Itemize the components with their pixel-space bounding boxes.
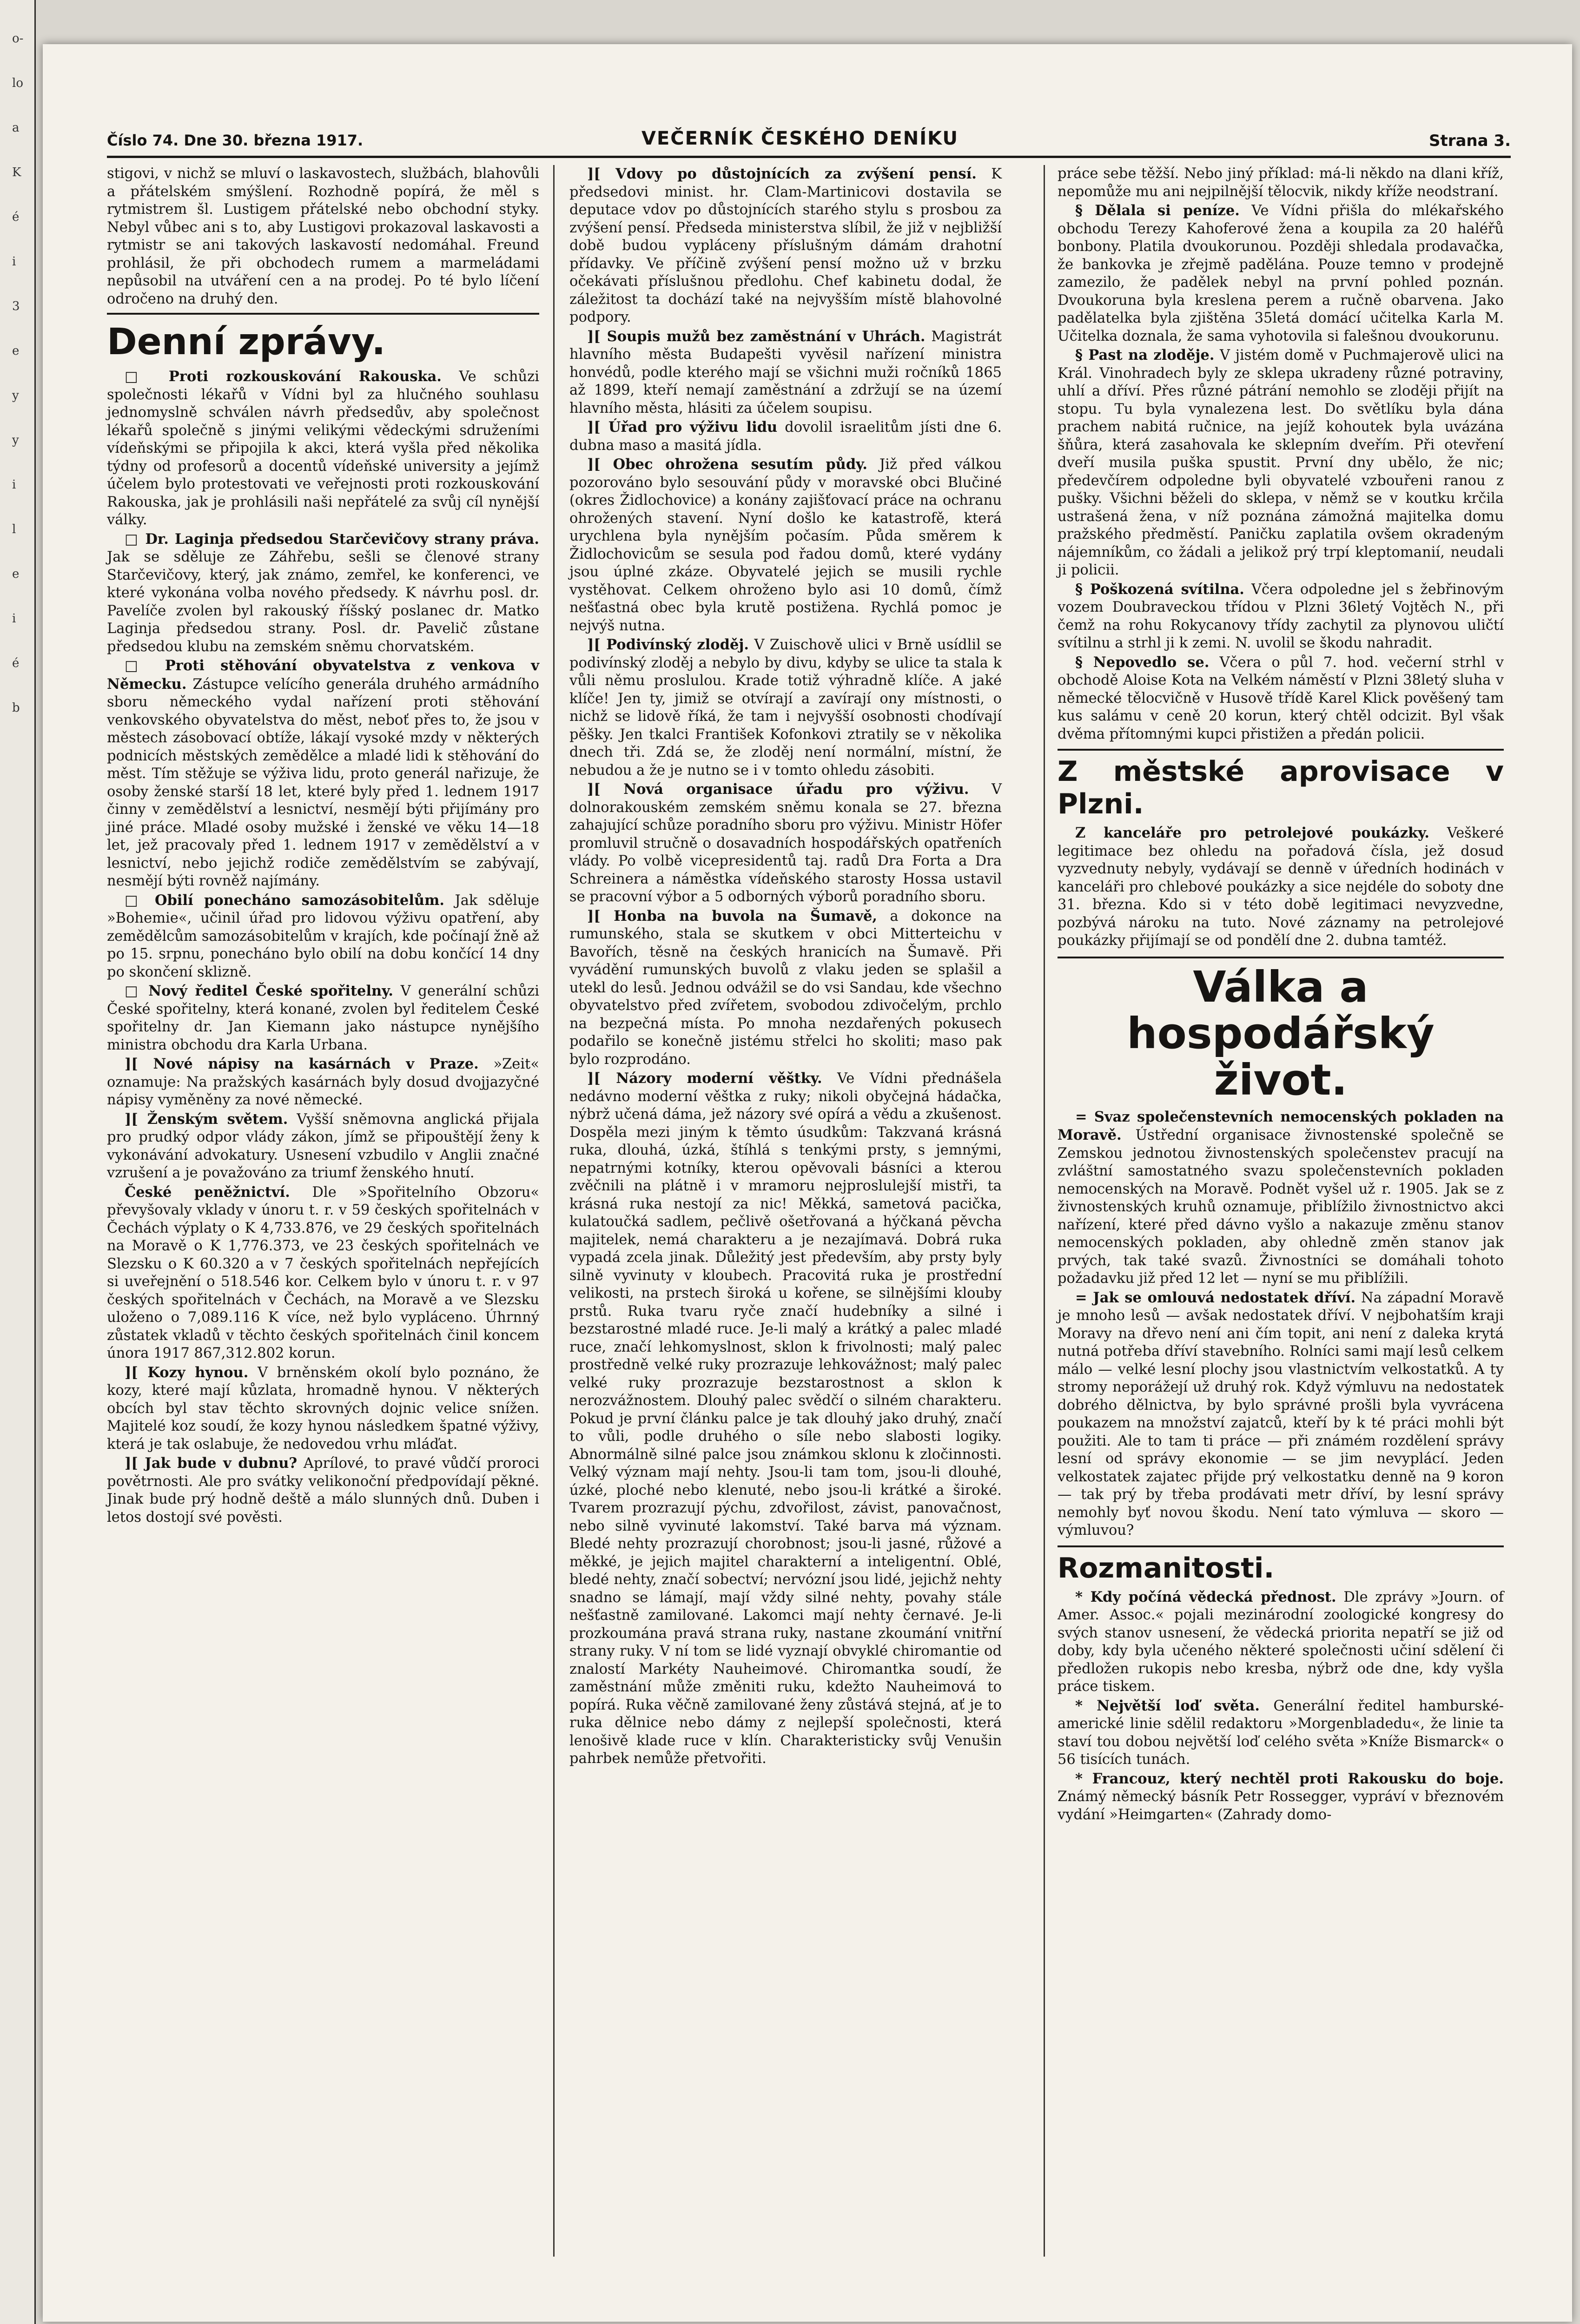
masthead bbox=[107, 128, 1511, 158]
article-body: Dle zprávy »Journ. of Amer. Assoc.« pojali mezinárodní zoologické kongresy do svých stanov usnesení, že vědecká priorita nepatří se již od doby, kdy byla učeného některé společnosti učiní sdělení či předložen rukopis nebo kresba, nýbrž ode dne, kdy vyšla práce tiskem. bbox=[1058, 1589, 1504, 1695]
edge-glyph: o- bbox=[12, 32, 24, 46]
article-headline: ][ Kozy hynou. bbox=[125, 1364, 249, 1381]
article bbox=[1058, 654, 1504, 744]
article-headline: ][ Podivínský zloděj. bbox=[587, 636, 749, 653]
article-headline: * Kdy počíná vědecká přednost. bbox=[1075, 1588, 1336, 1605]
article bbox=[107, 1055, 539, 1109]
article bbox=[1058, 824, 1504, 950]
article-body: Ústřední organisace živnostenské společně se Zemskou jednotou živnostenských společenstev pracují na zvláštní samostatného svazu společenstevních pokladen nemocenských na Moravě. Podnět vyšel už r. 1905. Jak se z živnostenských kruhů oznamuje, přiblížilo živnostnictvo akci nařízení, které před dávno vyšlo a nakazuje změnu stanov nemocenských pokladen, aby ohledně změn stanov jak prvých, tak také svazů. Živnostníci se domáhali tohoto požadavku již před 12 let — nyní se mu přiblížili. bbox=[1058, 1127, 1504, 1287]
article bbox=[107, 982, 539, 1054]
article-body: Známý německý básník Petr Rossegger, vypráví v březnovém vydání »Heimgarten« (Zahrady domo- bbox=[1058, 1789, 1504, 1823]
article-headline: § Dělala si peníze. bbox=[1075, 202, 1240, 219]
section-rule bbox=[107, 313, 539, 315]
newspaper-title: VEČERNÍK ČESKÉHO DENÍKU bbox=[641, 128, 959, 149]
article-body: Ve Vídni přednášela nedávno moderní věštka z ruky; nikoli obyčejná hádačka, nýbrž učená dáma, jež názory své opírá a vědu a zkušenost. Dospěla mezi jiným k těmto úsudkům: Takzvaná krásná ruka, dlouhá, úzká, štíhlá s tenkými prsty, s jemnými, nepatrnými kotníky, kterou opěvovali básníci a kterou zvěčnili na plátně i v mramoru nejproslulejší mistři, ta krásná ruka nestojí za nic! Měkká, sametová pacička, kulatoučká sadlem, pečlivě ošetřovaná a hýčkaná pěvcha majitelek, nemá charakteru a je nezajímavá. Dobrá ruka vypadá zcela jinak. Důležitý jest především, aby prsty byly silně vyvinuty v kloubech. Pracovitá ruka je prostřední velikosti, na prstech široká u kořene, se silnějšími klouby prstů. Ruka tvaru ryče značí hudebníky a silné i bezstarostné mladé ruce. Je-li malý a krátký a palec mladé ruce, značí lehkomyslnost, sklon k frivolnosti; malý palec prostředně velké ruky prozrazuje lehkovážnost; malý palec velké ruky prozrazuje bezstarostnost a sklon k nerozvážnostem. Dlouhý palec svědčí o silném charakteru. Pokud je první článku palce je tak dlouhý jako druhý, značí to vůli, podle druhého o síle nebo slabosti logiky. Abnormálně silné palce jsou známkou sklonu k zločinnosti. Velký význam mají nehty. Jsou-li tam tom, jsou-li dlouhé, úzké, ploché nebo klenuté, nebo jsou-li krátké a široké. Tvarem prozrazují pýchu, zdvořilost, závist, panovačnost, nebo silně vyvinuté lakomství. Také barva má význam. Bledé nehty prozrazují chorobnost; jsou-li jasné, růžové a měkké, je jejich majitel charakterní a inteligentní. Oblé, bledé nehty, značí sobectví; nervózní jsou lidé, jejichž nehty snadno se lámají, mají vždy silné nehty, povahy stále nešťastně zamilované. Lakomci mají nehty černavé. Je-li prozkoumána pravá strana ruky, nastane zkoumání vnitřní strany ruky. V ní tom se lidé vyznají obvyklé chiromantie od znalostí Markéty Nauheimové. Chiromantka soudí, že zaměstnání může změniti ruku, kdežto Nauheimová to popírá. Ruka věčně zamilované ženy zůstává stejná, ať je to ruka dělnice nebo dámy z nejlepší společnosti, která lenošivě klade ruce v klín. Charakteristicky svůj Venušin pahrbek nemůže přetvořiti. bbox=[569, 1070, 1002, 1767]
article-body: V brněnském okolí bylo poznáno, že kozy, které mají kůzlata, hromadně hynou. V některých obcích byl stav těchto skrovných dojnic velice snížen. Majitelé koz soudí, že kozy hynou následkem špatné výživy, která je tak oslabuje, že nedovedou vrhu mláďat. bbox=[107, 1364, 539, 1452]
edge-glyph: a bbox=[12, 121, 20, 135]
article-headline: □ Nový ředitel České spořitelny. bbox=[125, 983, 394, 999]
article-body: Jak se sděluje ze Záhřebu, sešli se členové strany Starčevičovy, který, jak známo, zemřel, ke konferenci, ve které vykonána volba nového předsedy. K návrhu posl. dr. Pavelíče zvolen byl rakouský říšský poslanec dr. Matko Laginja předsedou strany. Posl. dr. Pavelič zůstane předsedou klubu na zemském sněmu chorvatském. bbox=[107, 549, 539, 655]
article-body: Ve Vídni přišla do mlékařského obchodu Terezy Kahoferové žena a koupila za 20 haléřů bonbony. Platila dvoukorunou. Později shledala prodavačka, že bankovka je zřejmě padělána. Pouze temno v prodejně zamezilo, že padělek nebyl na první pohled poznán. Dvoukoruna byla kreslena perem a ručně obarvena. Jako padělatelka byla zjištěna 35letá domácí učitelka Karla M. Učitelka doznala, že sama vyhotovila si falešnou dvoukorunu. bbox=[1058, 203, 1504, 344]
article-body: Již před válkou pozorováno bylo sesouvání půdy v moravské obci Blučiné (okres Židlochovice) a konány zajišťovací práce na ochranu ohrožených stavení. Nyní došlo ke katastrofě, která urychlena byla nynějším počasím. Půda směrem k Židlochovicům se sesula pod řadou domů, které vydány jsou úplné zkáze. Obyvatelé jejich se musili rychle vystěhovat. Celkem ohroženo bylo asi 10 domů, čímž nešťastná obec byla krutě postižena. Rychlá pomoc je nejvýš nutna. bbox=[569, 456, 1002, 634]
article bbox=[107, 1454, 539, 1526]
section-title-valka-a-hospodarsky-zivot: Válka a hospodářský život. bbox=[1058, 957, 1504, 1103]
article bbox=[1058, 202, 1504, 345]
article-body: V dolnorakouském zemském sněmu konala se 27. března zahajující schůze poradního sboru pro výživu. Ministr Höfer promluvil stručně o dosavadních hospodářských opatřeních vlády. Po volbě vicepresidentů taj. radů Dra Forta a Dra Schreinera a náměstka vídeňského starosty Hossa ustavil se pracovní výbor a 5 odborných výborů poradního sboru. bbox=[569, 781, 1002, 905]
article-continuation: stigovi, v nichž se mluví o laskavostech, službách, blahovůli a přátelském smýšlení. Rozhodně popírá, že měl s rytmistrem šl. Lustigem přátelské nebo obchodní styky. Nebyl vůbec ani s to, aby Lustigovi prokazoval laskavosti a rytmistr se ani takových laskavostí nedomáhal. Freund prohlásil, že při obchodech rumem a marmeládami nepůsobil na utváření cen a na prodej. Po té bylo líčení odročeno na druhý den. bbox=[107, 165, 539, 307]
article-headline: * Největší loď světa. bbox=[1075, 1697, 1260, 1714]
edge-glyph: é bbox=[12, 210, 20, 224]
article bbox=[569, 418, 1002, 455]
article-headline: § Nepovedlo se. bbox=[1075, 654, 1210, 671]
article-body: Včera o půl 7. hod. večerní strhl v obchodě Aloise Kota na Velkém náměstí v Plzni 38letý sluha v německé tělocvičně v Husově třídě Karel Klick pověšený tam kus salámu v ceně 20 korun, který chtěl odcizit. Byl však dvěma přítomnými kupci přistižen a předán policii. bbox=[1058, 654, 1504, 742]
column-divider bbox=[553, 165, 555, 2257]
article-body: Dle »Spořitelního Obzoru« převyšovaly vklady v únoru t. r. v 59 českých spořitelnách v Čechách výplaty o K 4,733.876, ve 29 českých spořitelnách na Moravě o K 1,776.373, ve 23 českých spořitelnách ve Slezsku o K 60.320 a v 7 českých spořitelnách nepřejících si uveřejnění o 518.546 kor. Celkem bylo v únoru t. r. v 97 českých spořitelnách v Čechách, na Moravě a ve Slezsku uloženo o 7,089.116 K více, než bylo vypláceno. Úhrnný zůstatek vkladů v těchto českých spořitelnách činil koncem února 1917 867,312.802 korun. bbox=[107, 1184, 539, 1361]
article bbox=[107, 1364, 539, 1454]
article bbox=[1058, 1108, 1504, 1288]
article-headline: § Poškozená svítilna. bbox=[1075, 581, 1244, 598]
column-1 bbox=[107, 165, 539, 1527]
article-body: V jistém domě v Puchmajerově ulici na Král. Vinohradech byly ze sklepa ukradeny různé potraviny, uhlí a dříví. Přes různé pátrání nemohlo se zloději přijít na stopu. Tu byla vynalezena lest. Do světlíku byla dána prachem nabitá ručnice, na jejíž kohoutek byla uvázána šňůra, která zasahovala ke sklepním dveřím. Při otevření dveří musila puška spustit. První dny ubělo, že nic; předevčírem odpoledne byli obyvatelé vzbouřeni ranou z pušky. Všichni běželi do sklepa, v němž se v koutku krčila ustrašená žena, v níž poznána zámožná majitelka domu pražského předměstí. Paničku zaplatila ovšem okradeným nájemníkům, co žádali a jelikož prý trpí kleptomanií, neudali ji policii. bbox=[1058, 347, 1504, 578]
article-headline: ][ Vdovy po důstojnících za zvýšení pensí. bbox=[587, 165, 977, 182]
article bbox=[569, 456, 1002, 635]
article-headline: □ Proti rozkouskování Rakouska. bbox=[125, 368, 442, 385]
edge-glyph: l bbox=[12, 522, 16, 536]
article bbox=[1058, 1289, 1504, 1540]
article-body: Zástupce velícího generála druhého armádního sboru německého vydal nařízení proti stěhování venkovského obyvatelstva do měst, neboť přes to, že jsou v městech zásobovací obtíže, lákají vysoké mzdy v některých podnicích městských zemědělce a mladé lidi k stěhování do měst. Tím stěžuje se výživa lidu, proto generál nařizuje, že osoby ženské starší 18 let, které byly před 1. lednem 1917 činny v zemědělství a lesnictví, nesmějí býti přijímány pro jiné práce. Mladé osoby mužské i ženské ve věku 14—18 let, jež pracovaly před 1. lednem 1917 v zemědělství a v lesnictví, nebo jejichž rodiče zemědělstvím se zabývají, nesmějí býti rovněž najímány. bbox=[107, 676, 539, 889]
edge-glyph: é bbox=[12, 656, 20, 670]
article bbox=[569, 780, 1002, 906]
article bbox=[107, 657, 539, 891]
edge-glyph: b bbox=[12, 701, 20, 715]
article-headline: ][ Ženským světem. bbox=[125, 1110, 288, 1128]
article-headline: □ Dr. Laginja předsedou Starčevičovy strany práva. bbox=[125, 530, 539, 548]
page-number: Strana 3. bbox=[1428, 132, 1511, 150]
article-headline: ][ Jak bude v dubnu? bbox=[125, 1455, 297, 1472]
article bbox=[1058, 1697, 1504, 1769]
article-headline: □ Obilí ponecháno samozásobitelům. bbox=[125, 891, 444, 909]
edge-glyph: lo bbox=[12, 76, 23, 90]
article bbox=[569, 1070, 1002, 1768]
column-3 bbox=[1058, 165, 1504, 1825]
article-headline: = Svaz společenstevních nemocenských pokladen na Moravě. bbox=[1058, 1108, 1504, 1143]
article-headline: * Francouz, který nechtěl proti Rakousku do boje. bbox=[1075, 1770, 1504, 1787]
article-body: Magistrát hlavního města Budapešti vyvěsil nařízení ministra honvédů, podle kterého mají se všichni muži ročníků 1865 až 1899, kteří nemají zaměstnání a zdržují se na území hlavního města, hlásiti za účelem soupisu. bbox=[569, 328, 1002, 416]
article bbox=[569, 165, 1002, 327]
edge-glyph: y bbox=[12, 389, 19, 403]
article-headline: □ Proti stěhování obyvatelstva z venkova v Německu. bbox=[107, 657, 539, 693]
article-headline: = Jak se omlouvá nedostatek dříví. bbox=[1075, 1289, 1356, 1306]
section-title-denni-zpravy: Denní zprávy. bbox=[107, 321, 386, 363]
article-body: Na západní Moravě je mnoho lesů — avšak nedostatek dříví. V nejbohatším kraji Moravy na dřevo není ani čím topit, ani není z daleka krytá nutná potřeba dříví stavebního. Rolníci sami mají lesů celkem málo — velké lesní plochy jsou vlastnictvím velkostatků. A ty stromy neporážejí už druhý rok. Když výmluvu na nedostatek dobrého dělnictva, by bylo správné prošli byla vyvrácena poukazem na množství zajatců, kteří by k té práci mohli být použiti. Ale to tam ti práce — při známém rozdělení správy lesní od správy ekonomie — se jim nevyplácí. Jeden velkostatek zajatec přijde prý velkostatku denně na 9 koron — tak prý by třeba prodávati metr dříví, by lesní správy nemohly byť novou škodu. Není tato výmluva — skoro — výmluvou? bbox=[1058, 1289, 1504, 1538]
article-body: V generální schůzi České spořitelny, která konané, zvolen byl ředitelem České spořitelny dr. Jan Kiemann jako nástupce nynějšího ministra obchodu dra Karla Urbana. bbox=[107, 983, 539, 1053]
article bbox=[569, 328, 1002, 418]
article bbox=[107, 530, 539, 656]
section-title-aprovisace: Z městské aprovisace v Plzni. bbox=[1058, 749, 1504, 820]
article-body: V Zuischově ulici v Brně usídlil se podivínský zloděj a nebylo by divu, kdyby se ulice ta stala k vůli němu proslulou. Krade totiž výhradně klíče. A jaké klíče! Jen ty, jimiž se otvírají a zavírají ony místnosti, o nichž se lidově říká, že tam i nejvyšší osobnosti chodívají pěšky. Jen tkalci František Kofonkovi ztratily se v několika dnech tři. Zdá se, že zloděj není normální, místní, že nebudou a že je nutno se i v tomto ohledu zásobiti. bbox=[569, 637, 1002, 779]
edge-glyph: i bbox=[12, 478, 16, 492]
section-title-rozmanitosti: Rozmanitosti. bbox=[1058, 1545, 1504, 1585]
edge-glyph: e bbox=[12, 567, 20, 581]
article-body: »Zeit« oznamuje: Na pražských kasárnách byly dosud dvojjazyčné nápisy vyměněny za nové německé. bbox=[107, 1056, 539, 1108]
article-body: dovolil israelitům jísti dne 6. dubna maso a masitá jídla. bbox=[569, 419, 1002, 454]
article bbox=[1058, 1770, 1504, 1824]
article-body: K předsedovi minist. hr. Clam-Martinicovi dostavila se deputace vdov po důstojnících starého stylu s prosbou za zvýšení pensí. Předseda ministerstva slíbil, že již v nejbližší době budou vypláceny příslušným dámám drahotní přídavky. Ve příčině zvýšení pensí možno už v brzku očekávati příslušnou předlohu. Chef kabinetu dodal, že záležitost ta dochází také na nejvyšším místě blahovolné podpory. bbox=[569, 166, 1002, 325]
article bbox=[107, 891, 539, 982]
article-body: Vyšší sněmovna anglická přijala pro prudký odpor vlády zákon, jímž se připouštějí ženy k vykonávání advokatury. Usnesení vzbudilo v Anglii značné vzrušení a je považováno za triumf ženského hnutí. bbox=[107, 1111, 539, 1181]
edge-glyph: K bbox=[12, 165, 21, 179]
article bbox=[107, 1110, 539, 1182]
article-headline: ][ Obec ohrožena sesutím půdy. bbox=[587, 456, 868, 473]
edge-glyph: 3 bbox=[12, 299, 20, 313]
article-headline: Z kanceláře pro petrolejové poukázky. bbox=[1075, 825, 1429, 841]
article bbox=[1058, 581, 1504, 653]
edge-glyph: i bbox=[12, 612, 16, 626]
article-body: Veškeré legitimace bez ohledu na pořadová čísla, jež dosud vyzvednuty nebyly, vydávají se denně v úředních hodinách v kanceláři pro chlebové poukázky a sice nejdéle do soboty dne 31. března. Kdo si v této době legitimaci nevyzvedne, pozbývá nároku na tuto. Nové záznamy na petrolejové poukázky přijímají se od pondělí dne 2. dubna tamtéž. bbox=[1058, 825, 1504, 949]
article-body: Jak sděluje »Bohemie«, učinil úřad pro lidovou výživu opatření, aby zemědělcům samozásobitelům v krajích, kde počínají žně až po 15. srpnu, ponecháno bylo obilí na dobu končící 14 dny po skončení sklizně. bbox=[107, 892, 539, 980]
article bbox=[107, 1183, 539, 1363]
article-headline: ][ Nové nápisy na kasárnách v Praze. bbox=[125, 1056, 479, 1072]
article-headline: ][ Nová organisace úřadu pro výživu. bbox=[587, 781, 969, 798]
article bbox=[569, 907, 1002, 1069]
article-body: Generální ředitel hamburské-americké linie sdělil redaktoru »Morgenbladedu«, že linie ta staví tou dobou největší loď celého světa »Kníže Bismarck« o 56 tisících tunách. bbox=[1058, 1697, 1504, 1768]
article bbox=[107, 368, 539, 529]
article-body: a dokonce na rumunského, stala se skutkem v obci Mitterteichu v Bavořích, těsně na českých hranicích na Šumavě. Při vyvádění rumunských buvolů z vlaku jeden se splašil a utekl do lesů. Jednou odvážil se do vsi Sandau, kde všechno obyvatelstvo před zvířetem, svobodou zdivočelým, prchlo na bezpečná místa. Po mnoha nezdařených pokusech podařilo se konečně jistému střelci ho skoliti; maso pak bylo rozprodáno. bbox=[569, 908, 1002, 1068]
edge-glyph: y bbox=[12, 433, 19, 447]
article-headline: ][ Honba na buvola na Šumavě, bbox=[587, 907, 878, 924]
article-headline: ][ Soupis mužů bez zaměstnání v Uhrách. bbox=[587, 328, 926, 345]
edge-glyph: i bbox=[12, 255, 16, 269]
article-headline: České peněžnictví. bbox=[125, 1183, 290, 1201]
column-2 bbox=[569, 165, 1002, 1769]
column-divider bbox=[1044, 165, 1045, 2257]
article-body: Aprílové, to pravé vůdčí proroci povětrnosti. Ale pro svátky velikonoční předpovídají pěkné. Jinak bude prý hodně deště a málo slunných dnů. Duben i letos dostojí své pověsti. bbox=[107, 1455, 539, 1525]
article bbox=[1058, 346, 1504, 580]
article-headline: § Past na zloděje. bbox=[1075, 347, 1215, 363]
article-headline: ][ Názory moderní věštky. bbox=[587, 1070, 822, 1087]
article bbox=[1058, 1588, 1504, 1696]
article-body: Ve schůzi společnosti lékařů v Vídni byl za hlučného souhlasu jednomyslně schválen návrh předsedův, aby společnost lékařů společně s jinými velikými vědeckými sdruženími vídeňskými se připojila k akci, která vyšla před několika týdny od profesorů a docentů vídeňské university a jejímž účelem bylo protestovati ve veřejnosti proti rozkouskování Rakouska, jak je prohlásili naši nepřátelé za svůj cíl nynější války. bbox=[107, 369, 539, 528]
issue-date: Číslo 74. Dne 30. března 1917. bbox=[107, 132, 364, 149]
adjacent-page-edge bbox=[0, 0, 36, 2324]
article-headline: ][ Úřad pro výživu lidu bbox=[587, 419, 778, 436]
edge-glyph: e bbox=[12, 344, 20, 358]
article-body: Včera odpoledne jel s žebřinovým vozem Doubraveckou třídou v Plzni 36letý Vojtěch N., při čemž na rohu Rokycanovy třídy zachytil za plynovou uličtí svítilnu a strhl ji k zemi. N. uvolil se škodu nahradit. bbox=[1058, 581, 1504, 651]
article-continuation: práce sebe těžší. Nebo jiný příklad: má-li někdo na dlani kříž, nepomůže mu ani nejpilnější tělocvik, nikdy kříže neodstraní. bbox=[1058, 165, 1504, 200]
article bbox=[569, 636, 1002, 779]
